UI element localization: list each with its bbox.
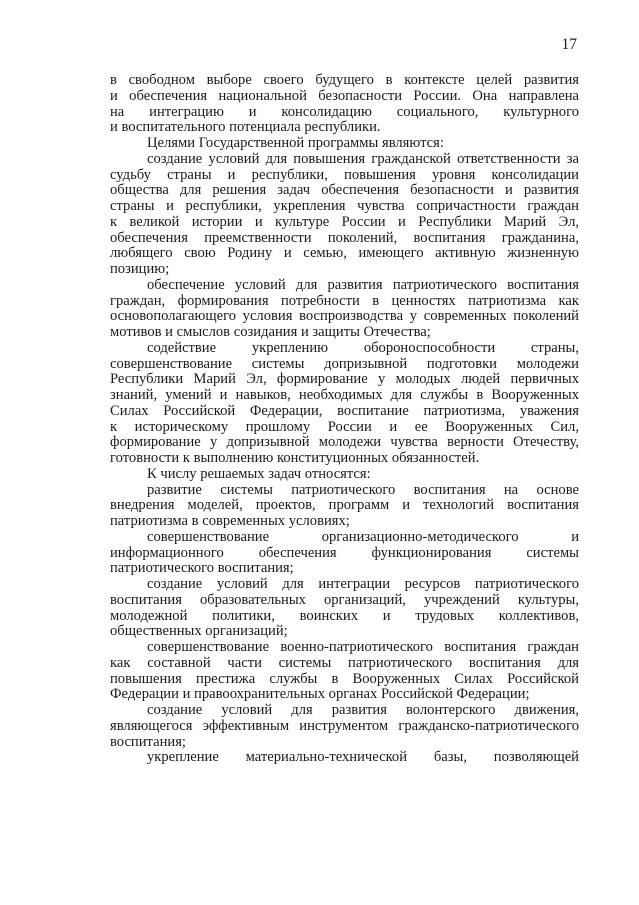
- text-line: молодежной политики, воинских и трудовых коллективов,: [110, 608, 579, 624]
- text-line: знаний, умений и навыков, необходимых для службы в Вооруженных: [110, 388, 579, 403]
- text-line: совершенствование организационно-методического и: [147, 529, 579, 545]
- text-line: воспитания образовательных организаций, учреждений культуры,: [110, 592, 579, 608]
- text-line: мотивов и смыслов созидания и защиты Отечества;: [110, 325, 431, 340]
- text-line: совершенствование системы допризывной подготовки молодежи: [110, 356, 579, 372]
- text-line: как составной части системы патриотического воспитания для: [110, 655, 579, 671]
- text-line: развитие системы патриотического воспитания на основе: [147, 482, 579, 498]
- text-line: патриотизма в современных условиях;: [110, 514, 350, 529]
- text-line: патриотического воспитания;: [110, 561, 294, 577]
- text-line: готовности к выполнению конституционных обязанностей.: [110, 451, 480, 466]
- text-line: любящего свою Родину и семью, имеющего активную жизненную: [110, 246, 579, 262]
- text-line: позицию;: [110, 262, 170, 277]
- text-line: граждан, формирования потребности в ценностях патриотизма как: [110, 293, 579, 309]
- text-line: воспитания;: [110, 734, 186, 750]
- text-line: К числу решаемых задач относятся:: [147, 466, 371, 482]
- text-line: к великой истории и культуре России и Республики Марий Эл,: [110, 214, 579, 230]
- text-line: Федерации и правоохранительных органах Российской Федерации;: [110, 687, 530, 703]
- text-line: общества для решения задач обеспечения безопасности и развития: [110, 183, 579, 199]
- text-line: укрепление материально-технической базы, позволяющей: [147, 750, 579, 766]
- text-line: основополагающего условия воспроизводства у современных поколений: [110, 309, 579, 325]
- text-line: внедрения моделей, проектов, программ и технологий воспитания: [110, 498, 579, 514]
- text-line: повышения престижа службы в Вооруженных Силах Российской: [110, 671, 579, 687]
- text-line: и обеспечения национальной безопасности России. Она направлена: [110, 88, 579, 104]
- text-line: создание условий для развития волонтерского движения,: [147, 703, 579, 718]
- text-line: Целями Государственной программы являются:: [147, 136, 444, 151]
- text-line: страны и республики, укрепления чувства сопричастности граждан: [110, 199, 579, 214]
- text-line: в свободном выборе своего будущего в контексте целей развития: [110, 73, 579, 88]
- text-line: совершенствование военно-патриотического воспитания граждан: [147, 640, 579, 655]
- text-line: информационного обеспечения функционирования системы: [110, 545, 579, 561]
- text-line: создание условий для интеграции ресурсов патриотического: [147, 577, 579, 592]
- text-line: на интеграцию и консолидацию социального, культурного: [110, 104, 579, 120]
- page-number: 17: [561, 36, 577, 53]
- text-line: судьбу страны и республики, повышения уровня консолидации: [110, 167, 579, 183]
- text-line: содействие укреплению обороноспособности страны,: [147, 340, 579, 356]
- text-line: являющегося эффективным инструментом гражданско-патриотического: [110, 718, 579, 734]
- text-line: обеспечение условий для развития патриотического воспитания: [147, 277, 579, 293]
- text-line: и воспитательного потенциала республики.: [110, 120, 381, 136]
- text-line: создание условий для повышения гражданской ответственности за: [147, 151, 579, 167]
- document-body: [110, 73, 579, 766]
- text-line: формирование у допризывной молодежи чувства верности Отечеству,: [110, 435, 579, 451]
- text-line: общественных организаций;: [110, 624, 288, 640]
- text-line: Республики Марий Эл, формирование у молодых людей первичных: [110, 372, 579, 388]
- text-line: Силах Российской Федерации, воспитание патриотизма, уважения: [110, 403, 579, 419]
- text-line: обеспечения преемственности поколений, воспитания гражданина,: [110, 230, 579, 246]
- text-line: к историческому прошлому России и ее Вооруженных Сил,: [110, 419, 579, 435]
